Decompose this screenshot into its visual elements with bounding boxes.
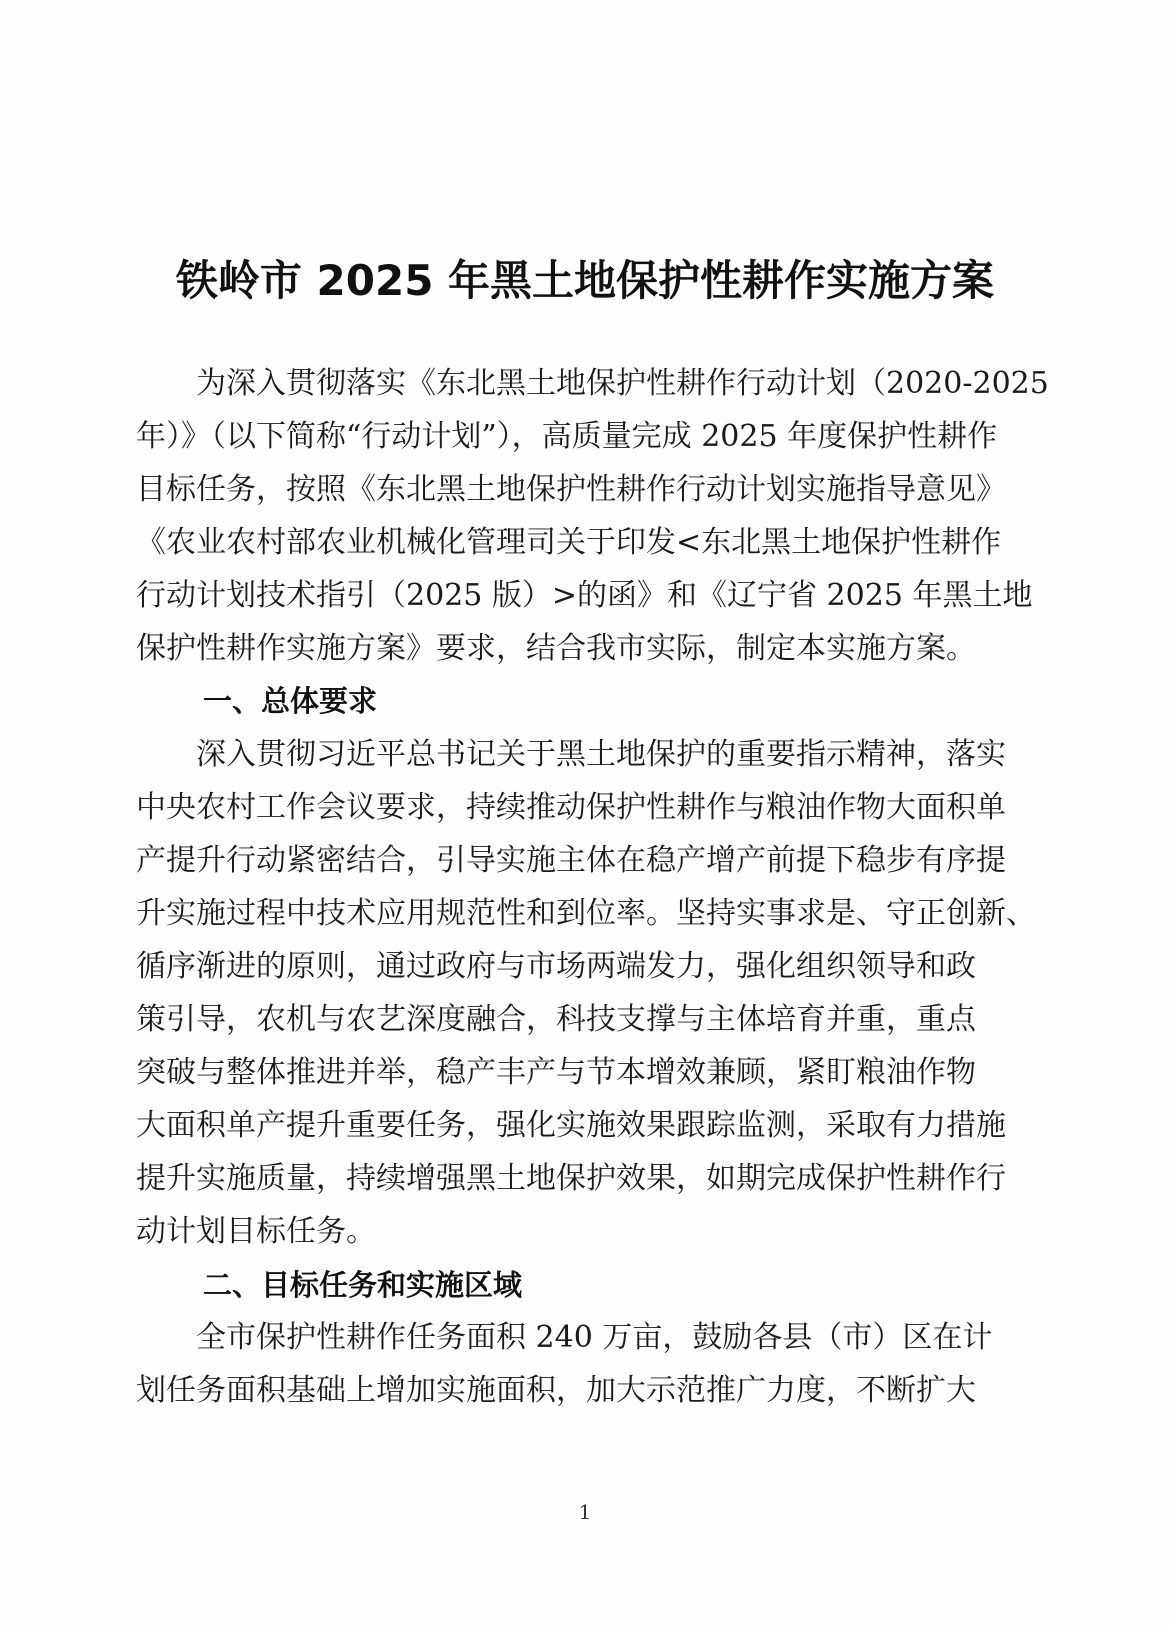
paragraph-line: 升实施过程中技术应用规范性和到位率。坚持实事求是、守正创新、 <box>136 896 1036 931</box>
paragraph-line: 目标任务，按照《东北黑土地保护性耕作行动计划实施指导意见》 <box>136 472 1006 507</box>
paragraph-line: 划任务面积基础上增加实施面积，加大示范推广力度，不断扩大 <box>136 1373 976 1408</box>
section-heading: 一、总体要求 <box>203 684 378 718</box>
paragraph-line: 中央农村工作会议要求，持续推动保护性耕作与粮油作物大面积单 <box>136 790 1006 825</box>
page-number: 1 <box>578 1500 592 1524</box>
paragraph-line: 年）》（以下简称“行动计划”），高质量完成 2025 年度保护性耕作 <box>136 419 998 454</box>
paragraph-line: 突破与整体推进并举，稳产丰产与节本增效兼顾，紧盯粮油作物 <box>136 1055 976 1090</box>
paragraph-line: 《农业农村部农业机械化管理司关于印发<东北黑土地保护性耕作 <box>136 525 1002 560</box>
paragraph-line: 行动计划技术指引（2025 版）>的函》和《辽宁省 2025 年黑土地 <box>136 578 1033 613</box>
paragraph-line: 策引导，农机与农艺深度融合，科技支撑与主体培育并重，重点 <box>136 1002 976 1037</box>
document-title: 铁岭市 2025 年黑土地保护性耕作实施方案 <box>175 256 995 305</box>
paragraph-line: 大面积单产提升重要任务，强化实施效果跟踪监测，采取有力措施 <box>136 1108 1006 1143</box>
paragraph-line: 保护性耕作实施方案》要求，结合我市实际，制定本实施方案。 <box>136 631 976 666</box>
paragraph-line: 产提升行动紧密结合，引导实施主体在稳产增产前提下稳步有序提 <box>136 843 1006 878</box>
paragraph-line: 为深入贯彻落实《东北黑土地保护性耕作行动计划（2020-2025 <box>196 366 1049 401</box>
paragraph-line: 提升实施质量，持续增强黑土地保护效果，如期完成保护性耕作行 <box>136 1161 1006 1196</box>
paragraph-line: 全市保护性耕作任务面积 240 万亩，鼓励各县（市）区在计 <box>196 1320 993 1355</box>
paragraph-line: 深入贯彻习近平总书记关于黑土地保护的重要指示精神，落实 <box>196 737 1006 772</box>
section-heading: 二、目标任务和实施区域 <box>203 1268 523 1302</box>
paragraph-line: 循序渐进的原则，通过政府与市场两端发力，强化组织领导和政 <box>136 949 976 984</box>
paragraph-line: 动计划目标任务。 <box>136 1214 376 1249</box>
